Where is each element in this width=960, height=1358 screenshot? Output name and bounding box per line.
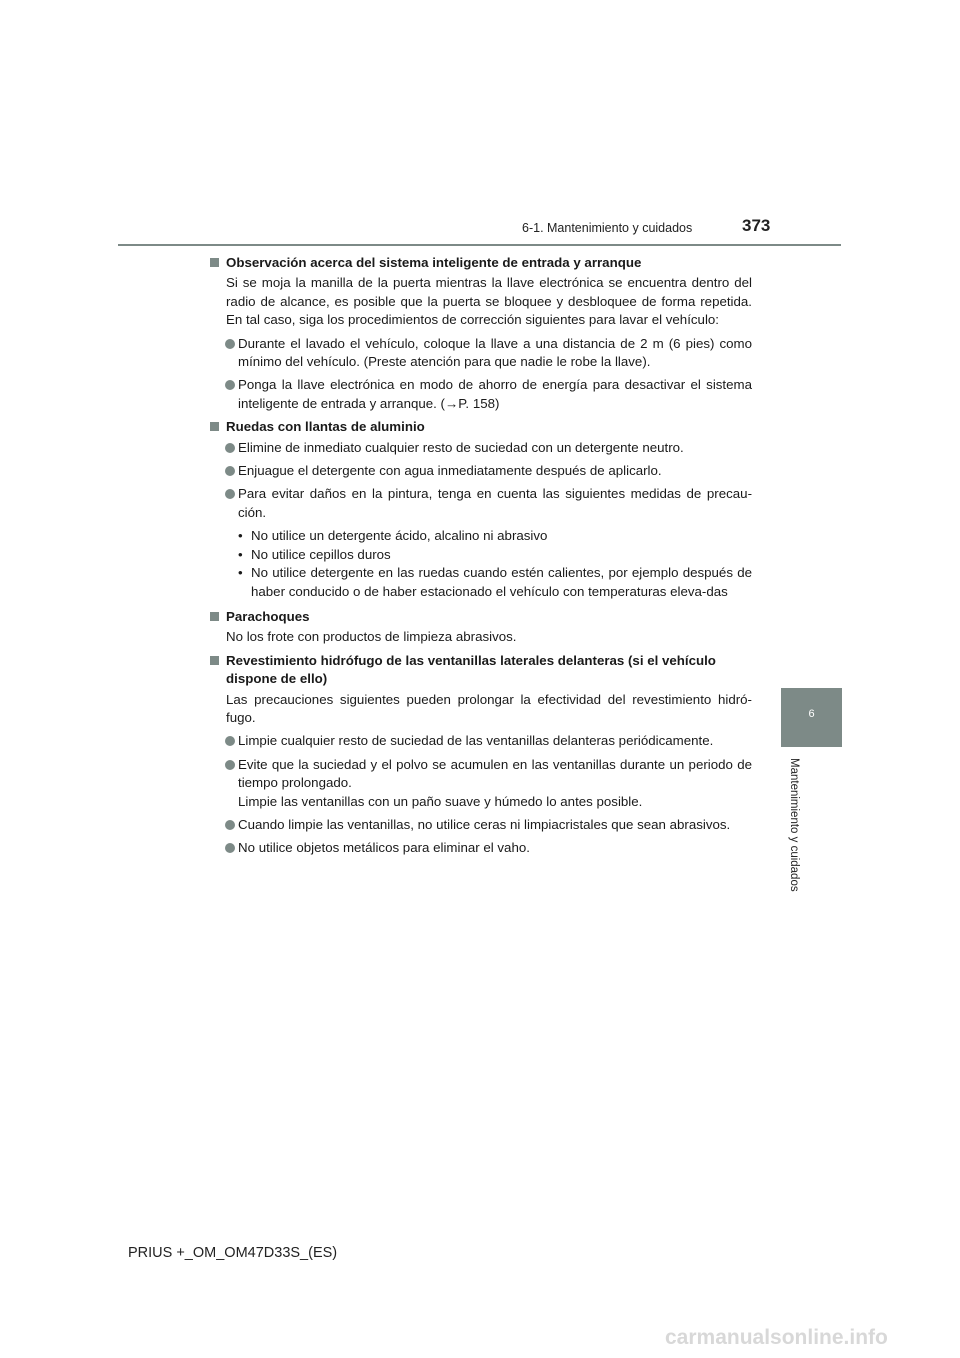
page-content <box>209 254 752 863</box>
square-bullet-icon <box>210 656 219 665</box>
list-item <box>209 816 752 834</box>
section-paragraph: Las precauciones siguientes pueden prolongar la efectividad del revestimiento hidró-fugo. <box>226 691 752 725</box>
circle-bullet-icon <box>225 760 235 770</box>
document-code: PRIUS +_OM_OM47D33S_(ES) <box>128 1245 338 1261</box>
circle-bullet-icon <box>225 339 235 349</box>
list-item <box>209 335 752 372</box>
circle-bullet-icon <box>225 489 235 499</box>
section-heading-text: Observación acerca del sistema inteligente de entrada y arranque <box>226 255 642 270</box>
list-item-note: Limpie las ventanillas con un paño suave y húmedo lo antes posible. <box>238 793 643 809</box>
section-paragraph: Si se moja la manilla de la puerta mientras la llave electrónica se encuentra dentro del radio de alcance, es posible que la puerta se bloquee y desbloquee de forma repetida. En tal caso, siga los procedimientos de corrección siguientes para lavar el vehículo: <box>226 275 752 328</box>
sub-list-item <box>238 564 752 601</box>
header-divider <box>118 244 841 246</box>
list-item <box>209 439 752 457</box>
section-heading-text: Parachoques <box>226 608 310 624</box>
bullet-icon: • <box>238 528 243 544</box>
list-item-text: Cuando limpie las ventanillas, no utilice ceras ni limpiacristales que sean abrasivos. <box>238 816 731 832</box>
list-item <box>209 732 752 750</box>
list-item-text: Para evitar daños en la pintura, tenga en cuenta las siguientes medidas de precau-ción. <box>238 486 752 520</box>
section-heading <box>209 254 752 272</box>
sub-list-item <box>238 527 752 545</box>
bullet-icon: • <box>238 546 243 562</box>
watermark: carmanualsonline.info <box>665 1326 888 1349</box>
list-item <box>209 462 752 480</box>
list-item <box>209 839 752 857</box>
header-section-title: 6-1. Mantenimiento y cuidados <box>522 221 693 235</box>
circle-bullet-icon <box>225 443 235 453</box>
circle-bullet-icon <box>225 736 235 746</box>
page-number: 373 <box>742 216 771 235</box>
list-item <box>209 485 752 522</box>
sub-list-item-text: No utilice un detergente ácido, alcalino ni abrasivo <box>251 528 548 544</box>
sub-list-item-text: No utilice detergente en las ruedas cuando estén calientes, por ejemplo después de haber conducido o de haber estacionado el vehículo con temperaturas eleva-das <box>251 565 752 599</box>
circle-bullet-icon <box>225 466 235 476</box>
list-item-text: Elimine de inmediato cualquier resto de suciedad con un detergente neutro. <box>238 439 684 455</box>
section-paragraph: No los frote con productos de limpieza abrasivos. <box>226 629 517 645</box>
square-bullet-icon <box>210 612 219 621</box>
list-item <box>209 756 752 811</box>
square-bullet-icon <box>210 422 219 431</box>
section-heading <box>209 608 752 626</box>
section-heading <box>209 652 752 689</box>
sub-list-item <box>238 546 752 564</box>
sub-list-item-text: No utilice cepillos duros <box>251 546 391 562</box>
chapter-tab-number: 6 <box>808 708 815 720</box>
list-item-text: Limpie cualquier resto de suciedad de las ventanillas delanteras periódicamente. <box>238 733 714 749</box>
section-heading <box>209 418 752 436</box>
list-item-text: Enjuague el detergente con agua inmediatamente después de aplicarlo. <box>238 463 662 479</box>
list-item-text: Durante el lavado el vehículo, coloque la llave a una distancia de 2 m (6 pies) como mínimo del vehículo. (Preste atención para que nadie le robe la llave). <box>238 335 752 370</box>
list-item-text: No utilice objetos metálicos para eliminar el vaho. <box>238 840 530 856</box>
circle-bullet-icon <box>225 843 235 853</box>
bullet-icon: • <box>238 565 243 581</box>
section-heading-text: Revestimiento hidrófugo de las ventanillas laterales delanteras (si el vehículo dispone de ello) <box>226 652 716 687</box>
circle-bullet-icon <box>225 820 235 830</box>
square-bullet-icon <box>210 258 219 267</box>
chapter-tab[interactable] <box>781 688 842 747</box>
sub-list <box>209 527 752 601</box>
circle-bullet-icon <box>225 380 235 390</box>
list-item-text: Evite que la suciedad y el polvo se acumulen en las ventanillas durante un periodo de tiempo prolongado. <box>238 756 752 791</box>
list-item-text: Ponga la llave electrónica en modo de ahorro de energía para desactivar el sistema inteligente de entrada y arranque. (→P. 158) <box>238 377 752 411</box>
section-heading-text: Ruedas con llantas de aluminio <box>226 419 425 435</box>
chapter-vertical-title: Mantenimiento y cuidados <box>788 758 800 892</box>
list-item <box>209 376 752 413</box>
